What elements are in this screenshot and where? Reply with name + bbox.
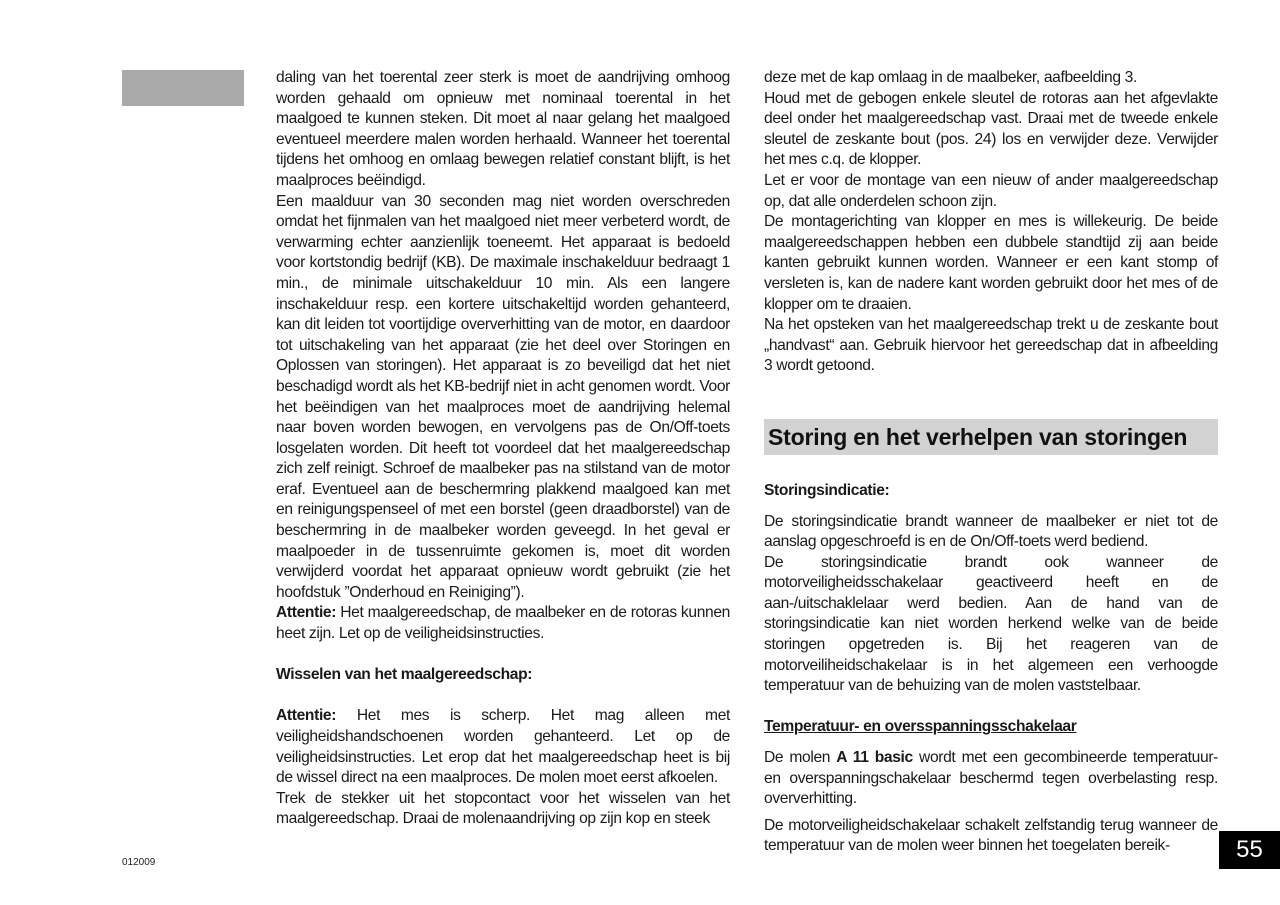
heading-temperatuur: Temperatuur- en oversspanningsschakelaar (764, 718, 1077, 736)
right-column (764, 68, 1218, 857)
heading-storingsindicatie: Storingsindicatie: (764, 481, 890, 499)
text-span: De molen (764, 749, 837, 767)
attention-text: Het maalgereedschap, de maalbeker en de rotoras kunnen heet zijn. Let op de veiligheidsinstructies. (276, 604, 730, 643)
attention-paragraph (276, 603, 730, 644)
left-column (276, 68, 730, 830)
paragraph: De storingsindicatie brandt ook wanneer de motorveiligheidsschakelaar geactiveerd heeft en de aan-/uitschaklelaar werd bedien. Aan de hand van de storingsindicatie kan niet worden herkend welke van de beide storingen opgetreden is. Bij het reageren van de motorveiliheidschakelaar is in het algemeen een verhoogde temperatuur van de behuizing van de molen vaststelbaar. (764, 553, 1218, 695)
paragraph: Houd met de gebogen enkele sleutel de rotoras aan het afgevlakte deel onder het maalgereedschap vast. Draai met de tweede enkele sleutel de zeskante bout (pos. 24) los en verwijder deze. Verwijder het mes c.q. de klopper. (764, 89, 1218, 169)
attention-text: Het mes is scherp. Het mag alleen met veiligheidshandschoenen worden gehanteerd. Let op de veiligheidsinstructies. Let erop dat het maalgereedschap heet is bij de wissel direct na een maalproces. De molen moet eerst afkoelen. (276, 707, 730, 787)
paragraph: Na het opsteken van het maalgereedschap trekt u de zeskante bout „handvast“ aan. Gebruik hiervoor het gereedschap dat in afbeelding 3 wordt getoond. (764, 316, 1218, 375)
page-number: 55 (1219, 831, 1280, 869)
section-title: Storing en het verhelpen van storingen (764, 419, 1218, 455)
attention-label: Attentie: (276, 707, 337, 725)
text-span: wordt met een gecombineerde temperatuur- en overspanningschakelaar beschermd tegen overbelasting resp. oververhitting. (764, 749, 1218, 808)
product-name: A 11 basic (836, 749, 913, 767)
paragraph (764, 748, 1218, 810)
paragraph: deze met de kap omlaag in de maalbeker, aafbeelding 3. (764, 69, 1137, 86)
attention-label: Attentie: (276, 604, 337, 622)
paragraph: Let er voor de montage van een nieuw of ander maalgereedschap op, dat alle onderdelen schoon zijn. (764, 171, 1218, 210)
paragraph: Een maalduur van 30 seconden mag niet worden overschreden omdat het fijnmalen van het maalgoed niet meer verbeterd wordt, de verwarming echter aanzienlijk toeneemt. Het apparaat is bedoeld voor kortstondig bedrijf (KB). De maximale inschakelduur bedraagt 1 min., de minimale uitschakelduur 10 min. Als een langere inschakelduur resp. een kortere uitschakeltijd worden gehanteerd, kan dit leiden tot voortijdige oververhitting van de motor, en daardoor tot uitschakeling van het apparaat (zie het deel over Storingen en Oplossen van storingen). Het apparaat is zo beveiligd dat het niet beschadigd wordt als het KB-bedrijf niet in acht genomen wordt. Voor het beëindigen van het maalproces moet de aandrijving helemal naar boven worden bewogen, en vervolgens pas de On/Off-toets losgelaten worden. Dit heeft tot voordeel dat het maalgereedschap zich zelf reinigt. Schroef de maalbeker pas na stilstand van de motor eraf. Eventueel aan de beschermring plakkend maalgoed kan met en reinigungspenseel of met een borstel (geen draadborstel) van de beschermring in de maalbeker worden geveegd. In het geval er maalpoeder in de tussenruimte gekomen is, moet dit worden verwijderd voordat het apparaat opnieuw wordt gebruikt (zie het hoofdstuk ”Onderhoud en Reiniging”). (276, 192, 730, 601)
attention-paragraph (276, 706, 730, 788)
heading-wisselen: Wisselen van het maalgereedschap: (276, 666, 533, 684)
paragraph: daling van het toerental zeer sterk is moet de aandrijving omhoog worden gehaald om opnieuw met nominaal toerental in het maalgoed te kunnen steken. Dit moet al naar gelang het maalgoed eventueel meerdere malen worden herhaald. Wanneer het toerental tijdens het omhoog en omlaag bewegen relatief constant blijft, is het maalproces beëindigd. (276, 69, 730, 189)
chapter-tab (122, 70, 244, 106)
paragraph: De motorveiligheidschakelaar schakelt zelfstandig terug wanneer de temperatuur van de molen weer binnen het toegelaten bereik- (764, 816, 1218, 855)
document-code: 012009 (122, 857, 156, 868)
paragraph: De montagerichting van klopper en mes is willekeurig. De beide maalgereedschappen hebben een dubbele standtijd zij aan beide kanten gebruikt kunnen worden. Wanneer er een kant stomp of versleten is, kan de nadere kant worden gebruikt door het mes of de klopper om te draaien. (764, 213, 1218, 313)
paragraph: De storingsindicatie brandt wanneer de maalbeker er niet tot de aanslag opgeschroefd is en de On/Off-toets werd bediend. (764, 512, 1218, 551)
paragraph: Trek de stekker uit het stopcontact voor het wisselen van het maalgereedschap. Draai de molenaandrijving op zijn kop en steek (276, 789, 730, 828)
